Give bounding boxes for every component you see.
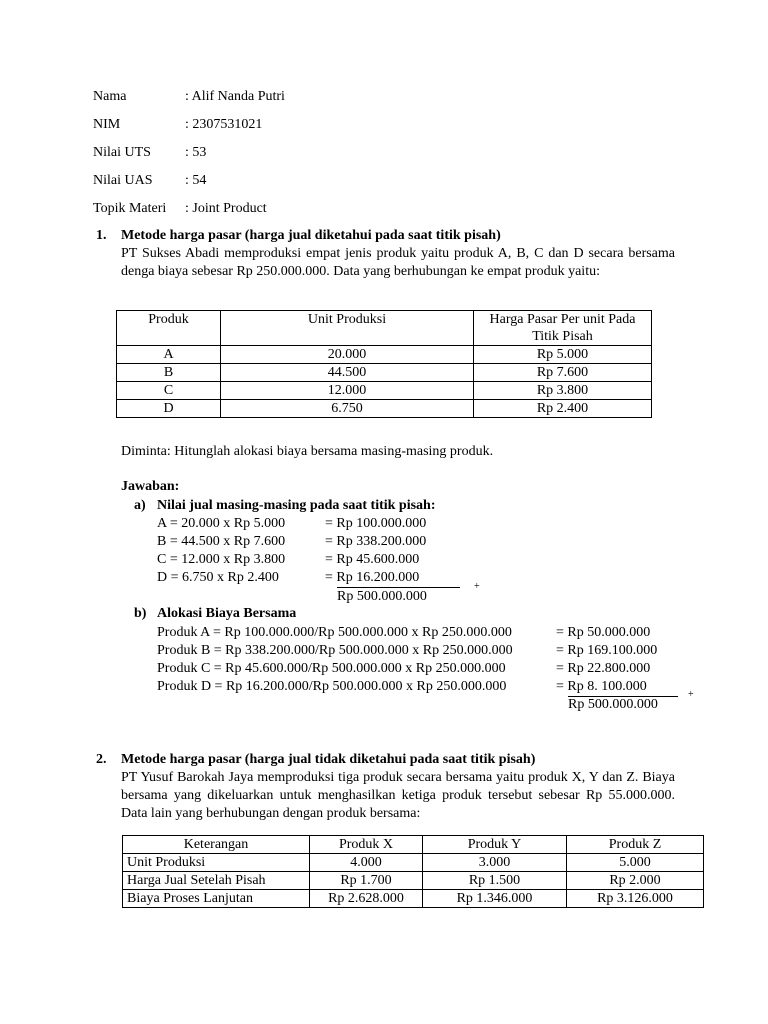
table-header-row — [123, 836, 704, 854]
section2-table — [122, 835, 704, 908]
section1-number: 1. — [96, 228, 107, 243]
table-cell: Rp 7.600 — [474, 364, 652, 382]
table-cell: Rp 1.500 — [423, 872, 567, 890]
section1-table — [116, 310, 652, 418]
calc-result: = Rp 50.000.000 — [556, 625, 651, 640]
table-cell: 4.000 — [310, 854, 423, 872]
answer-label: Jawaban: — [121, 479, 180, 494]
plus-sign: + — [474, 581, 480, 592]
nim-label: NIM — [93, 117, 121, 132]
table-row — [117, 382, 652, 400]
part-a-total: Rp 500.000.000 — [337, 589, 427, 604]
topic-value: : Joint Product — [185, 201, 267, 216]
calc-result: = Rp 22.800.000 — [556, 661, 651, 676]
table-cell: D — [117, 400, 221, 418]
table-cell: Rp 2.628.000 — [310, 890, 423, 908]
table-cell: 20.000 — [221, 346, 474, 364]
table-header-row — [117, 311, 652, 346]
table-cell: Unit Produksi — [123, 854, 310, 872]
table-header: Produk — [117, 311, 221, 346]
section2-number: 2. — [96, 752, 107, 767]
name-value: : Alif Nanda Putri — [185, 89, 285, 104]
uts-label: Nilai UTS — [93, 145, 151, 160]
section1-intro: PT Sukses Abadi memproduksi empat jenis produk yaitu produk A, B, C dan D secara bersama denga biaya sebesar Rp 250.000.000. Data yang berhubungan ke empat produk yaitu: — [121, 246, 675, 279]
table-row — [117, 364, 652, 382]
calc-result: = Rp 338.200.000 — [325, 534, 427, 549]
table-row — [117, 346, 652, 364]
nim-value: : 2307531021 — [185, 117, 263, 132]
table-cell: Rp 2.400 — [474, 400, 652, 418]
uts-value: : 53 — [185, 145, 207, 160]
table-row — [123, 872, 704, 890]
table-row — [123, 890, 704, 908]
uas-value: : 54 — [185, 173, 207, 188]
calc-line: B = 44.500 x Rp 7.600 — [157, 534, 286, 549]
calc-line: A = 20.000 x Rp 5.000 — [157, 516, 286, 531]
table-header: Produk Z — [567, 836, 704, 854]
table-cell: 3.000 — [423, 854, 567, 872]
table-header: Produk X — [310, 836, 423, 854]
table-cell: 44.500 — [221, 364, 474, 382]
table-cell: B — [117, 364, 221, 382]
uas-label: Nilai UAS — [93, 173, 153, 188]
table-cell: Biaya Proses Lanjutan — [123, 890, 310, 908]
table-row — [123, 854, 704, 872]
calc-line: Produk A = Rp 100.000.000/Rp 500.000.000 x Rp 250.000.000 — [157, 625, 512, 640]
plus-sign: + — [688, 689, 694, 700]
section2-title: Metode harga pasar (harga jual tidak diketahui pada saat titik pisah) — [121, 752, 536, 767]
table-cell: Harga Jual Setelah Pisah — [123, 872, 310, 890]
table-cell: Rp 2.000 — [567, 872, 704, 890]
part-b-title: Alokasi Biaya Bersama — [157, 606, 297, 621]
calc-result: = Rp 45.600.000 — [325, 552, 420, 567]
calc-line: Produk D = Rp 16.200.000/Rp 500.000.000 x Rp 250.000.000 — [157, 679, 507, 694]
calc-line: Produk B = Rp 338.200.000/Rp 500.000.000 x Rp 250.000.000 — [157, 643, 513, 658]
table-cell: 5.000 — [567, 854, 704, 872]
name-label: Nama — [93, 89, 127, 104]
table-cell: 6.750 — [221, 400, 474, 418]
table-cell: Rp 1.346.000 — [423, 890, 567, 908]
table-cell: Rp 3.126.000 — [567, 890, 704, 908]
table-header: Harga Pasar Per unit Pada Titik Pisah — [474, 311, 652, 346]
calc-line: C = 12.000 x Rp 3.800 — [157, 552, 286, 567]
calc-result: = Rp 169.100.000 — [556, 643, 658, 658]
part-a-title: Nilai jual masing-masing pada saat titik pisah: — [157, 498, 436, 513]
section1-title: Metode harga pasar (harga jual diketahui pada saat titik pisah) — [121, 228, 501, 243]
table-cell: Rp 1.700 — [310, 872, 423, 890]
table-cell: Rp 5.000 — [474, 346, 652, 364]
table-row — [117, 400, 652, 418]
table-cell: A — [117, 346, 221, 364]
calc-line: D = 6.750 x Rp 2.400 — [157, 570, 279, 585]
table-cell: 12.000 — [221, 382, 474, 400]
table-header: Unit Produksi — [221, 311, 474, 346]
question-text: Diminta: Hitunglah alokasi biaya bersama masing-masing produk. — [121, 444, 494, 459]
calc-line: Produk C = Rp 45.600.000/Rp 500.000.000 x Rp 250.000.000 — [157, 661, 506, 676]
calc-result: = Rp 16.200.000 — [325, 570, 420, 585]
table-cell: C — [117, 382, 221, 400]
calc-result: = Rp 100.000.000 — [325, 516, 427, 531]
part-b-marker: b) — [134, 606, 147, 621]
table-header: Keterangan — [123, 836, 310, 854]
calc-result: = Rp 8. 100.000 — [556, 679, 647, 694]
part-a-marker: a) — [134, 498, 146, 513]
topic-label: Topik Materi — [93, 201, 167, 216]
table-header: Produk Y — [423, 836, 567, 854]
part-b-total: Rp 500.000.000 — [568, 697, 658, 712]
section2-intro: PT Yusuf Barokah Jaya memproduksi tiga produk secara bersama yaitu produk X, Y dan Z. Biaya bersama yang dikeluarkan untuk menghasilkan ketiga produk tersebut sebesar Rp 55.000.000. Data lain yang berhubungan dengan produk bersama: — [121, 770, 675, 821]
table-cell: Rp 3.800 — [474, 382, 652, 400]
